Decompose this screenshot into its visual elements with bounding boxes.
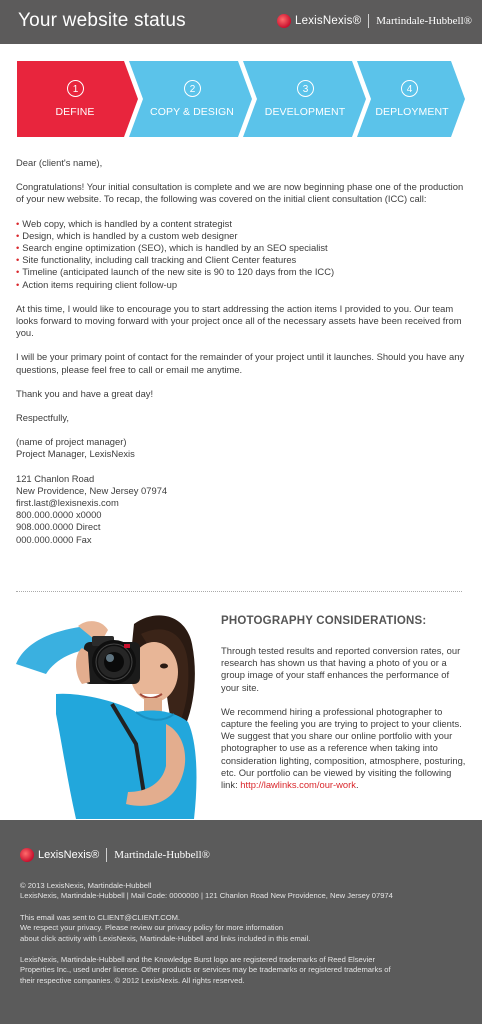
footer-brand-divider — [106, 848, 107, 862]
footer-trademark-line-2: Properties Inc., used under license. Other products or services may be trademarks or registered trademarks of — [20, 965, 391, 975]
photography-paragraph-2 — [221, 706, 467, 791]
step-development-arrow — [243, 61, 366, 137]
photography-body — [221, 645, 467, 803]
phone-tollfree: 800.000.0000 x0000 — [16, 509, 102, 521]
step-define — [17, 61, 138, 137]
contact-paragraph: I will be your primary point of contact for the remainder of your project until it launches. Should you have any questions, please feel free to call or email me anytime. — [16, 351, 465, 375]
footer-brand-primary: LexisNexis® — [38, 849, 100, 861]
step-define-label: DEFINE — [55, 106, 95, 118]
footer-mail-line: LexisNexis, Martindale-Hubbell | Mail Code: 0000000 | 121 Chanlon Road New Providence, New Jersey 07974 — [20, 891, 393, 901]
address-line-1: 121 Chanlon Road — [16, 472, 95, 484]
footer-trademark-block — [20, 955, 470, 986]
footer-privacy-line-2: about click activity with LexisNexis, Martindale-Hubbell and links included in this email. — [20, 933, 311, 943]
step-development-number: 3 — [297, 80, 314, 97]
step-development — [243, 61, 366, 137]
knowledge-burst-icon — [277, 14, 291, 28]
list-item: • Site functionality, including call tracking and Client Center features — [16, 254, 466, 266]
greeting: Dear (client's name), — [16, 157, 103, 168]
step-deployment — [357, 61, 465, 137]
step-define-number: 1 — [67, 80, 84, 97]
step-copy-design-arrow — [129, 61, 252, 137]
footer-address-block — [20, 881, 470, 902]
brand-logo[interactable] — [277, 14, 472, 28]
brand-primary: LexisNexis® — [295, 15, 362, 27]
recap-list — [16, 218, 466, 291]
phone-direct: 908.000.0000 Direct — [16, 521, 101, 533]
photography-paragraph-1: Through tested results and reported conversion rates, our research has shown us that having a photo of you or a group image of your staff enhances the performance of your site. — [221, 645, 461, 693]
page-title: Your website status — [18, 10, 186, 31]
step-deployment-arrow — [357, 61, 465, 137]
footer-copyright: © 2013 LexisNexis, Martindale-Hubbell — [20, 881, 152, 890]
footer — [0, 820, 482, 1024]
intro-paragraph: Congratulations! Your initial consultation is complete and we are now beginning phase one of the production of your new website. To recap, the following was covered on the initial client consultation (ICC) call: — [16, 181, 464, 205]
footer-trademark-line-3: their respective companies. © 2012 LexisNexis. All rights reserved. — [20, 975, 245, 985]
section-divider — [16, 591, 462, 592]
signature-block — [16, 436, 466, 460]
signature-name: (name of project manager) — [16, 436, 127, 448]
brand-divider — [368, 14, 369, 28]
step-development-label: DEVELOPMENT — [264, 106, 346, 118]
link-period: . — [355, 779, 359, 791]
list-item: • Action items requiring client follow-up — [16, 279, 466, 291]
footer-brand-secondary: Martindale-Hubbell® — [114, 849, 211, 861]
footer-trademark-line-1: LexisNexis, Martindale-Hubbell and the Knowledge Burst logo are registered trademarks of Reed Elsevier — [20, 955, 375, 964]
list-item: • Web copy, which is handled by a content strategist — [16, 218, 466, 230]
step-copy-design-number: 2 — [184, 80, 201, 97]
knowledge-burst-icon — [20, 848, 34, 862]
list-item: • Search engine optimization (SEO), which is handled by an SEO specialist — [16, 242, 466, 254]
action-items-paragraph: At this time, I would like to encourage you to start addressing the action items I provided to you. Our team looks forward to moving forward with your project once all of the necessary assets have been received from you. — [16, 302, 462, 339]
photography-heading: PHOTOGRAPHY CONSIDERATIONS: — [221, 615, 427, 627]
closing-line: Respectfully, — [16, 412, 69, 424]
step-copy-design-label: COPY & DESIGN — [150, 106, 234, 118]
contact-block — [16, 473, 466, 546]
letter-body — [16, 157, 466, 558]
list-item: • Design, which is handled by a custom web designer — [16, 230, 466, 242]
photographer-image — [16, 604, 212, 819]
address-line-2: New Providence, New Jersey 07974 — [16, 484, 168, 496]
step-deployment-number: 4 — [401, 80, 418, 97]
header-bar — [0, 0, 482, 44]
signature-title: Project Manager, LexisNexis — [16, 448, 135, 460]
progress-steps — [17, 61, 465, 137]
photographer-illustration — [16, 604, 212, 819]
list-item: • Timeline (anticipated launch of the new site is 90 to 120 days from the ICC) — [16, 266, 466, 278]
brand-secondary: Martindale-Hubbell® — [376, 15, 472, 27]
footer-brand-logo[interactable] — [20, 848, 210, 862]
footer-sent-to: This email was sent to CLIENT@CLIENT.COM. — [20, 913, 181, 922]
thanks-line: Thank you and have a great day! — [16, 387, 154, 399]
photography-paragraph-2-text: We recommend hiring a professional photographer to capture the feeling you are trying to project to your clients. We suggest that you share our online portfolio with your photographer to use as a reference when taking into consideration lighting, composition, atmosphere, posturing, etc. Our portfolio can be viewed by visiting the following link: — [221, 705, 466, 791]
fax-number: 000.000.0000 Fax — [16, 533, 92, 545]
step-copy-design — [129, 61, 252, 137]
footer-privacy-line-1[interactable]: We respect your privacy. Please review our privacy policy for more information — [20, 923, 284, 933]
footer-privacy-block — [20, 913, 470, 944]
email-link[interactable]: first.last@lexisnexis.com — [16, 497, 119, 509]
portfolio-link[interactable]: http://lawlinks.com/our-work — [240, 779, 356, 791]
step-deployment-label: DEPLOYMENT — [375, 106, 449, 118]
step-define-arrow — [17, 61, 138, 137]
